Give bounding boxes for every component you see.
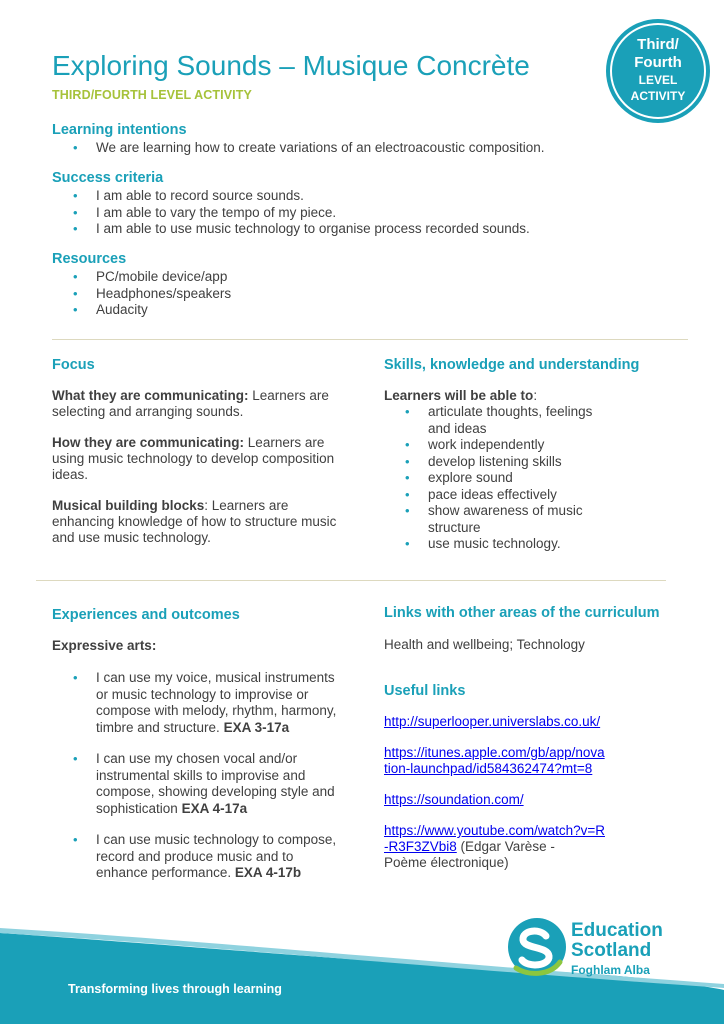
list-item: • work independently (384, 437, 606, 454)
focus-label: What they are communicating: (52, 388, 249, 403)
outcome-text: I can use my chosen vocal and/or instrumental skills to improvise and compose, showing developing style and sophistication (96, 751, 335, 816)
outcome-code: EXA 4-17a (181, 800, 248, 816)
list-item: • develop listening skills (384, 454, 606, 471)
list-item: • use music technology. (384, 536, 606, 553)
skills-lead-colon: : (533, 388, 538, 403)
link-itunes-part-1: https://itunes.apple.com/gb/app/nova (384, 745, 605, 760)
page-title: Exploring Sounds – Musique Concrète (52, 50, 530, 81)
list-item: • articulate thoughts, feelings and ideas (384, 404, 606, 437)
experiences-heading: Experiences and outcomes (52, 607, 240, 623)
list-item: • I am able to vary the tempo of my piece. (52, 205, 672, 222)
logo-text-line-3: Foghlam Alba (571, 963, 650, 977)
list-item: • I am able to record source sounds. (52, 188, 672, 205)
logo-text-line-1: Education (571, 920, 663, 941)
curriculum-links-heading: Links with other areas of the curriculum (384, 605, 660, 621)
badge-line-4: ACTIVITY (630, 89, 686, 103)
skills-lead-label: Learners will be able to (384, 388, 534, 403)
outcome-text: I can use music technology to compose, record and produce music and to enhance performance. (96, 832, 337, 880)
outcome-code: EXA 3-17a (223, 719, 290, 735)
link-youtube-part-2: -R3F3ZVbi8 (384, 839, 457, 854)
link-youtube-part-1: https://www.youtube.com/watch?v=R (384, 823, 605, 838)
curriculum-links-text: Health and wellbeing; Technology (384, 637, 585, 652)
focus-text: : Learners are enhancing knowledge of how to structure music and use music technology. (52, 498, 337, 545)
youtube-note-1: (Edgar Varèse - (456, 839, 555, 854)
link-soundation[interactable]: https://soundation.com/ (384, 792, 524, 807)
useful-links-heading: Useful links (384, 683, 466, 699)
focus-label: Musical building blocks (52, 498, 205, 513)
list-item: • show awareness of music structure (384, 503, 606, 536)
list-item: • PC/mobile device/app (52, 269, 672, 286)
education-scotland-logo-text (571, 921, 663, 978)
list-item: • Headphones/speakers (52, 286, 672, 303)
skills-heading: Skills, knowledge and understanding (384, 357, 640, 373)
success-criteria-heading: Success criteria (52, 170, 164, 186)
focus-text: Learners are selecting and arranging sounds. (52, 388, 329, 419)
badge-line-3: LEVEL (638, 73, 678, 87)
page-subtitle: THIRD/FOURTH LEVEL ACTIVITY (52, 88, 252, 102)
footer-tagline: Transforming lives through learning (68, 982, 282, 996)
focus-label: How they are communicating: (52, 435, 245, 450)
list-item: • Audacity (52, 302, 672, 319)
education-scotland-logo-icon (506, 916, 568, 978)
outcome-code: EXA 4-17b (234, 865, 302, 880)
list-item: • I am able to use music technology to organise process recorded sounds. (52, 221, 672, 238)
experiences-subheading: Expressive arts: (52, 638, 157, 653)
resources-heading: Resources (52, 251, 127, 267)
link-superlooper[interactable]: http://superlooper.universlabs.co.uk/ (384, 714, 601, 729)
link-itunes-part-2: tion-launchpad/id584362474?mt=8 (384, 761, 593, 776)
list-item: • pace ideas effectively (384, 487, 606, 504)
focus-text: Learners are using music technology to develop composition ideas. (52, 435, 335, 482)
badge-line-2: Fourth (634, 54, 682, 71)
youtube-note-2: Poème électronique) (384, 855, 509, 870)
logo-text-line-2: Scotland (571, 940, 652, 961)
list-item: • explore sound (384, 470, 606, 487)
learning-intentions-heading: Learning intentions (52, 122, 187, 138)
badge-line-1: Third/ (637, 36, 679, 53)
list-item: • We are learning how to create variations of an electroacoustic composition. (52, 140, 672, 157)
focus-heading: Focus (52, 357, 95, 373)
outcome-text: I can use my voice, musical instruments or music technology to improvise or compose with melody, rhythm, harmony, timbre and structure. (96, 670, 337, 735)
